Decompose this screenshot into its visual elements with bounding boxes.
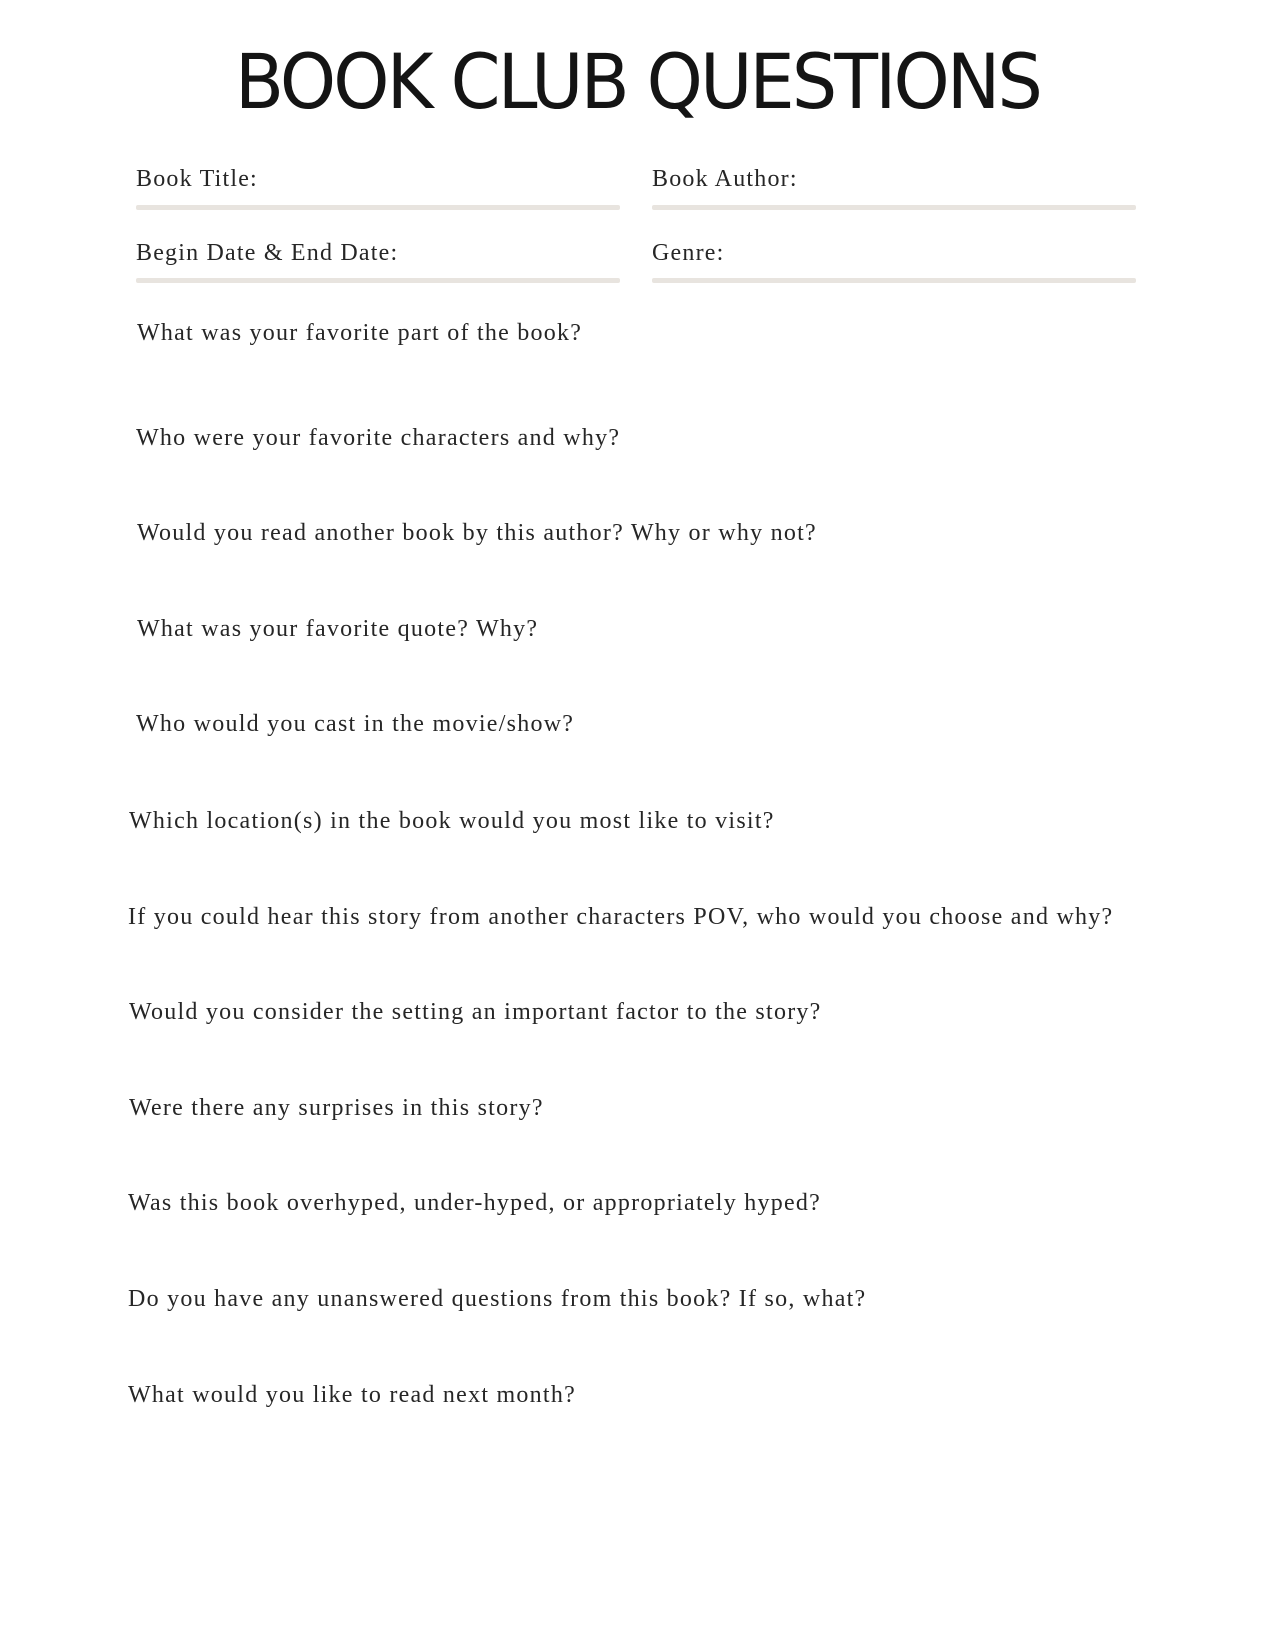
genre-line[interactable] <box>652 278 1136 283</box>
question-next-month: What would you like to read next month? <box>128 1382 576 1408</box>
genre-label: Genre: <box>652 240 725 266</box>
question-unanswered: Do you have any unanswered questions from this book? If so, what? <box>128 1286 867 1312</box>
question-surprises: Were there any surprises in this story? <box>129 1095 544 1121</box>
question-favorite-quote: What was your favorite quote? Why? <box>137 616 539 642</box>
question-hype: Was this book overhyped, under-hyped, or appropriately hyped? <box>128 1190 821 1216</box>
book-title-label: Book Title: <box>136 166 258 192</box>
book-title-line[interactable] <box>136 205 620 210</box>
question-favorite-part: What was your favorite part of the book? <box>137 320 583 346</box>
question-read-author-again: Would you read another book by this author? Why or why not? <box>137 520 817 546</box>
book-author-label: Book Author: <box>652 166 798 192</box>
dates-line[interactable] <box>136 278 620 283</box>
question-setting-factor: Would you consider the setting an important factor to the story? <box>129 999 822 1025</box>
question-another-pov: If you could hear this story from another characters POV, who would you choose and why? <box>128 904 1114 930</box>
dates-label: Begin Date & End Date: <box>136 240 399 266</box>
book-author-line[interactable] <box>652 205 1136 210</box>
question-location-visit: Which location(s) in the book would you most like to visit? <box>129 808 775 834</box>
question-favorite-characters: Who were your favorite characters and why? <box>136 425 621 451</box>
page-title: BOOK CLUB QUESTIONS <box>234 37 1041 126</box>
question-cast-movie: Who would you cast in the movie/show? <box>136 711 575 737</box>
